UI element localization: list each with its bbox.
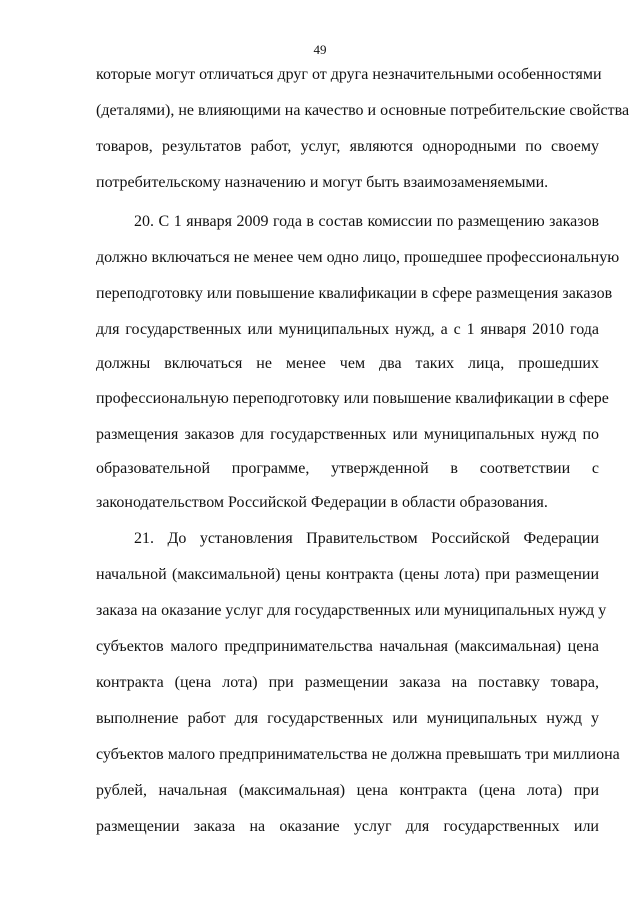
- text-line: 20. С 1 января 2009 года в состав комиссии по размещению заказов: [134, 213, 599, 230]
- text-line: товаров, результатов работ, услуг, являются однородными по своему: [96, 138, 599, 155]
- text-line: рублей, начальная (максимальная) цена контракта (цена лота) при: [96, 782, 599, 799]
- text-line: заказа на оказание услуг для государственных или муниципальных нужд у: [96, 602, 607, 619]
- text-line: размещении заказа на оказание услуг для государственных или: [96, 818, 599, 835]
- text-line: субъектов малого предпринимательства начальная (максимальная) цена: [96, 638, 599, 655]
- text-line: которые могут отличаться друг от друга незначительными особенностями: [96, 66, 602, 83]
- text-line: должны включаться не менее чем два таких лица, прошедших: [96, 355, 599, 372]
- text-line: должно включаться не менее чем одно лицо, прошедшее профессиональную: [96, 249, 620, 266]
- text-line: законодательством Российской Федерации в области образования.: [96, 494, 548, 511]
- text-line: размещения заказов для государственных или муниципальных нужд по: [96, 426, 599, 443]
- text-line: для государственных или муниципальных нужд, а с 1 января 2010 года: [96, 321, 599, 338]
- page-number: 49: [313, 42, 327, 57]
- text-line: профессиональную переподготовку или повышение квалификации в сфере: [96, 390, 609, 407]
- text-line: образовательной программе, утвержденной в соответствии с: [96, 460, 599, 477]
- text-line: выполнение работ для государственных или муниципальных нужд у: [96, 710, 599, 727]
- text-line: 21. До установления Правительством Российской Федерации: [134, 530, 599, 547]
- text-line: потребительскому назначению и могут быть взаимозаменяемыми.: [96, 174, 549, 191]
- text-line: начальной (максимальной) цены контракта (цены лота) при размещении: [96, 566, 599, 583]
- text-line: переподготовку или повышение квалификации в сфере размещения заказов: [96, 285, 613, 302]
- text-line: субъектов малого предпринимательства не должна превышать три миллиона: [96, 746, 620, 763]
- text-line: контракта (цена лота) при размещении заказа на поставку товара,: [96, 674, 599, 691]
- text-line: (деталями), не влияющими на качество и основные потребительские свойства: [96, 102, 630, 119]
